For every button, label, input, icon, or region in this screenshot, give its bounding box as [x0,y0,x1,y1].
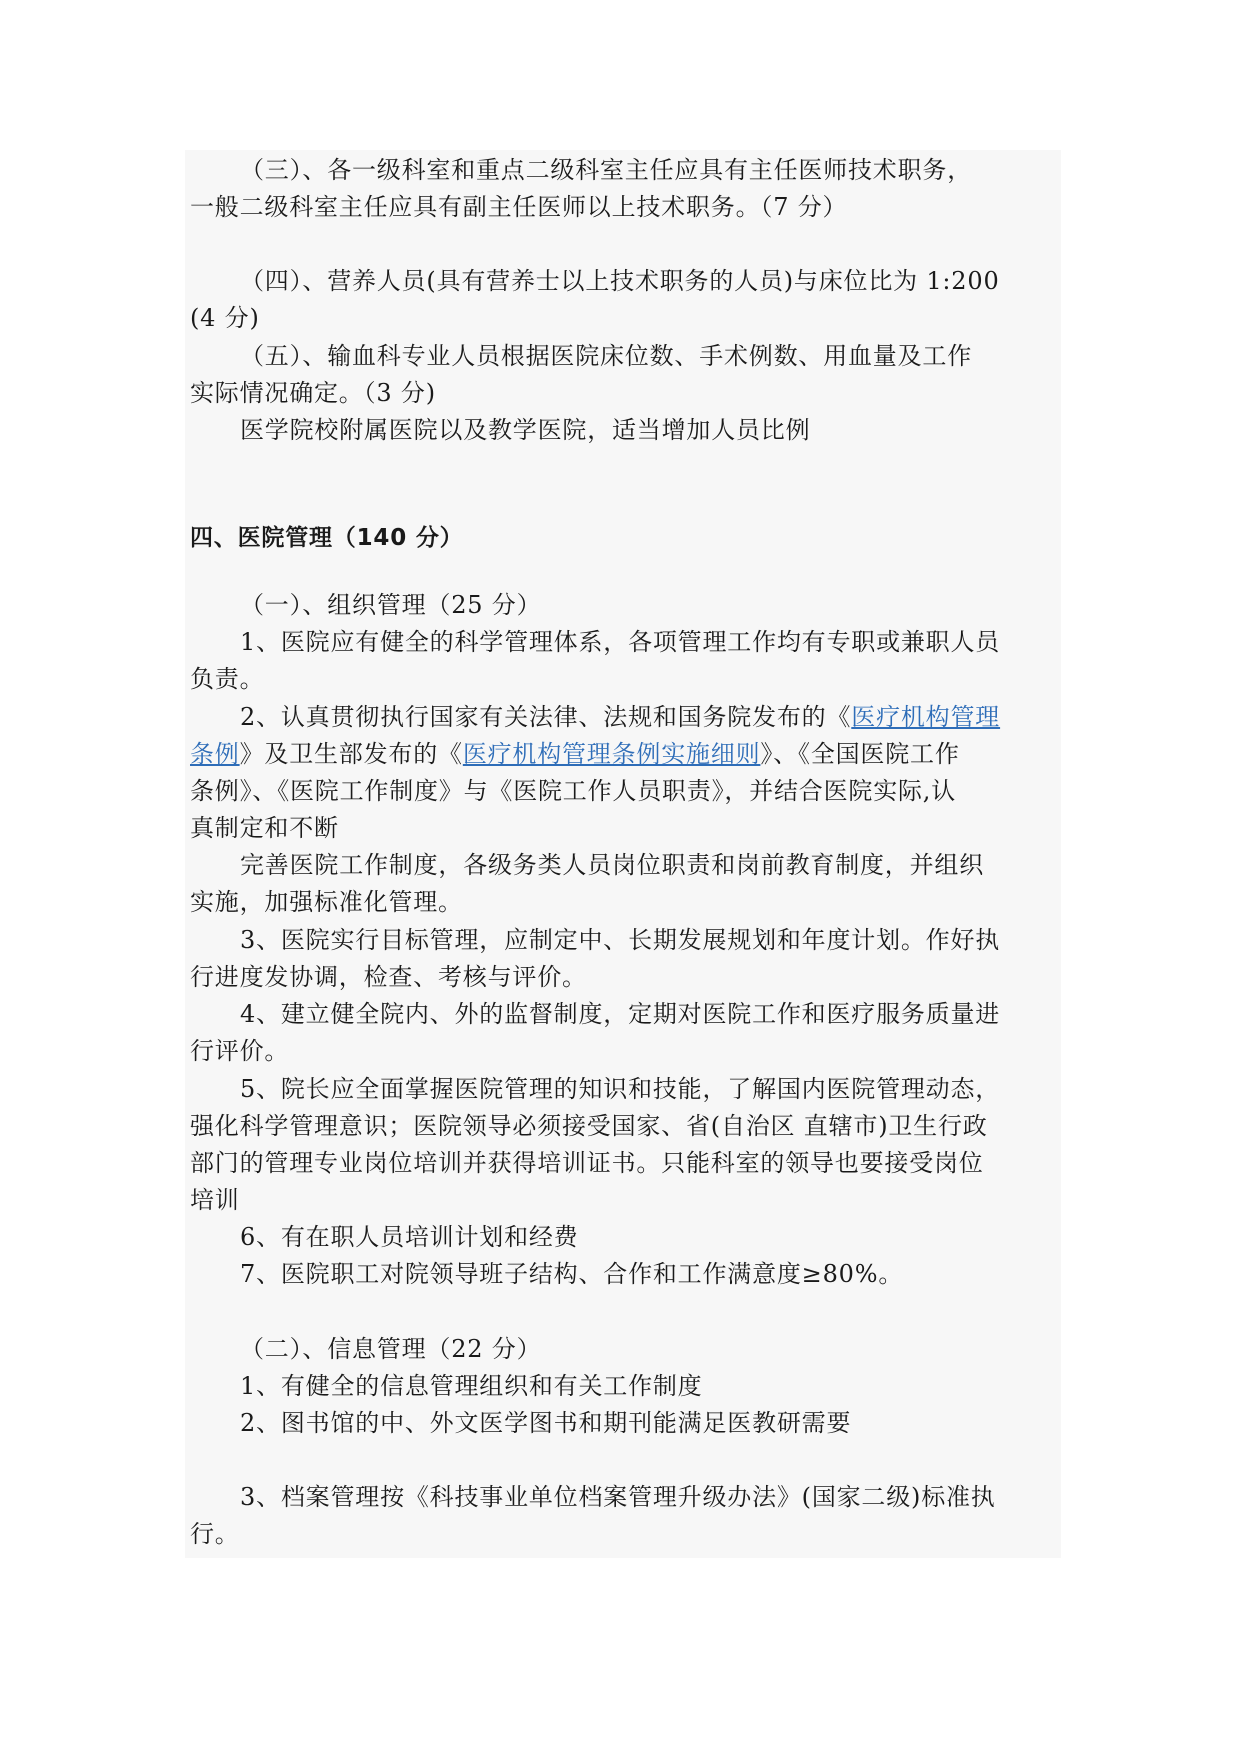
org-item-3-line-1: 3、医院实行目标管理，应制定中、长期发展规划和年度计划。作好执 [240,926,1001,954]
org-item-2-text: 2、认真贯彻执行国家有关法律、法规和国务院发布的《 [240,703,852,731]
org-item-2-line-1 [240,699,1000,735]
regulation-link[interactable]: 医疗机构管理 [851,703,1001,731]
implementation-rules-link[interactable]: 医疗机构管理条例实施细则 [462,740,761,768]
section-4-line-2: (4 分) [190,304,260,332]
org-item-5-line-2: 强化科学管理意识；医院领导必须接受国家、省(自治区 直辖市)卫生行政 [190,1112,988,1140]
section-3-line-2: 一般二级科室主任应具有副主任医师以上技术职务。（7 分） [190,193,848,221]
org-item-2-text: 》及卫生部发布的《 [239,740,463,768]
section-5-line-1: （五）、输血科专业人员根据医院床位数、手术例数、用血量及工作 [240,342,972,370]
org-item-7: 7、医院职工对院领导班子结构、合作和工作满意度≥80%。 [240,1260,904,1288]
org-item-1-line-2: 负责。 [190,665,265,693]
org-item-2-line-4: 真制定和不断 [190,814,339,842]
section-5-line-2: 实际情况确定。（3 分) [190,379,436,407]
info-item-1: 1、有健全的信息管理组织和有关工作制度 [240,1372,703,1400]
org-item-5-line-1: 5、院长应全面掌握医院管理的知识和技能，了解国内医院管理动态， [240,1075,1001,1103]
regulation-link-continued[interactable]: 条例 [190,740,240,768]
teaching-hospital-note: 医学院校附属医院以及教学医院，适当增加人员比例 [240,416,811,444]
info-item-2: 2、图书馆的中、外文医学图书和期刊能满足医教研需要 [240,1409,852,1437]
org-item-6: 6、有在职人员培训计划和经费 [240,1223,579,1251]
org-item-4-line-2: 行评价。 [190,1037,290,1065]
section-4-line-1: （四）、营养人员(具有营养士以上技术职务的人员)与床位比为 1:200 [240,267,1000,295]
org-management-title: （一）、组织管理（25 分） [240,591,542,619]
info-item-3-line-2: 行。 [190,1520,240,1548]
org-item-4-line-1: 4、建立健全院内、外的监督制度，定期对医院工作和医疗服务质量进 [240,1000,1001,1028]
org-item-2-line-6: 实施，加强标准化管理。 [190,888,463,916]
org-item-2-line-2 [190,736,960,772]
org-item-5-line-3: 部门的管理专业岗位培训并获得培训证书。只能科室的领导也要接受岗位 [190,1149,984,1177]
section-3-line-1: （三）、各一级科室和重点二级科室主任应具有主任医师技术职务， [240,156,972,184]
org-item-3-line-2: 行进度发协调，检查、考核与评价。 [190,963,587,991]
org-item-2-text: 》、《全国医院工作 [760,740,960,768]
org-item-5-line-4: 培训 [190,1186,240,1214]
chapter-heading: 四、医院管理（140 分） [190,525,464,551]
info-item-3-line-1: 3、档案管理按《科技事业单位档案管理升级办法》(国家二级)标准执 [240,1483,996,1511]
org-item-2-line-3: 条例》、《医院工作制度》与《医院工作人员职责》，并结合医院实际,认 [190,777,957,805]
info-management-title: （二）、信息管理（22 分） [240,1335,542,1363]
org-item-1-line-1: 1、医院应有健全的科学管理体系，各项管理工作均有专职或兼职人员 [240,628,1001,656]
org-item-2-line-5: 完善医院工作制度，各级务类人员岗位职责和岗前教育制度，并组织 [240,851,984,879]
